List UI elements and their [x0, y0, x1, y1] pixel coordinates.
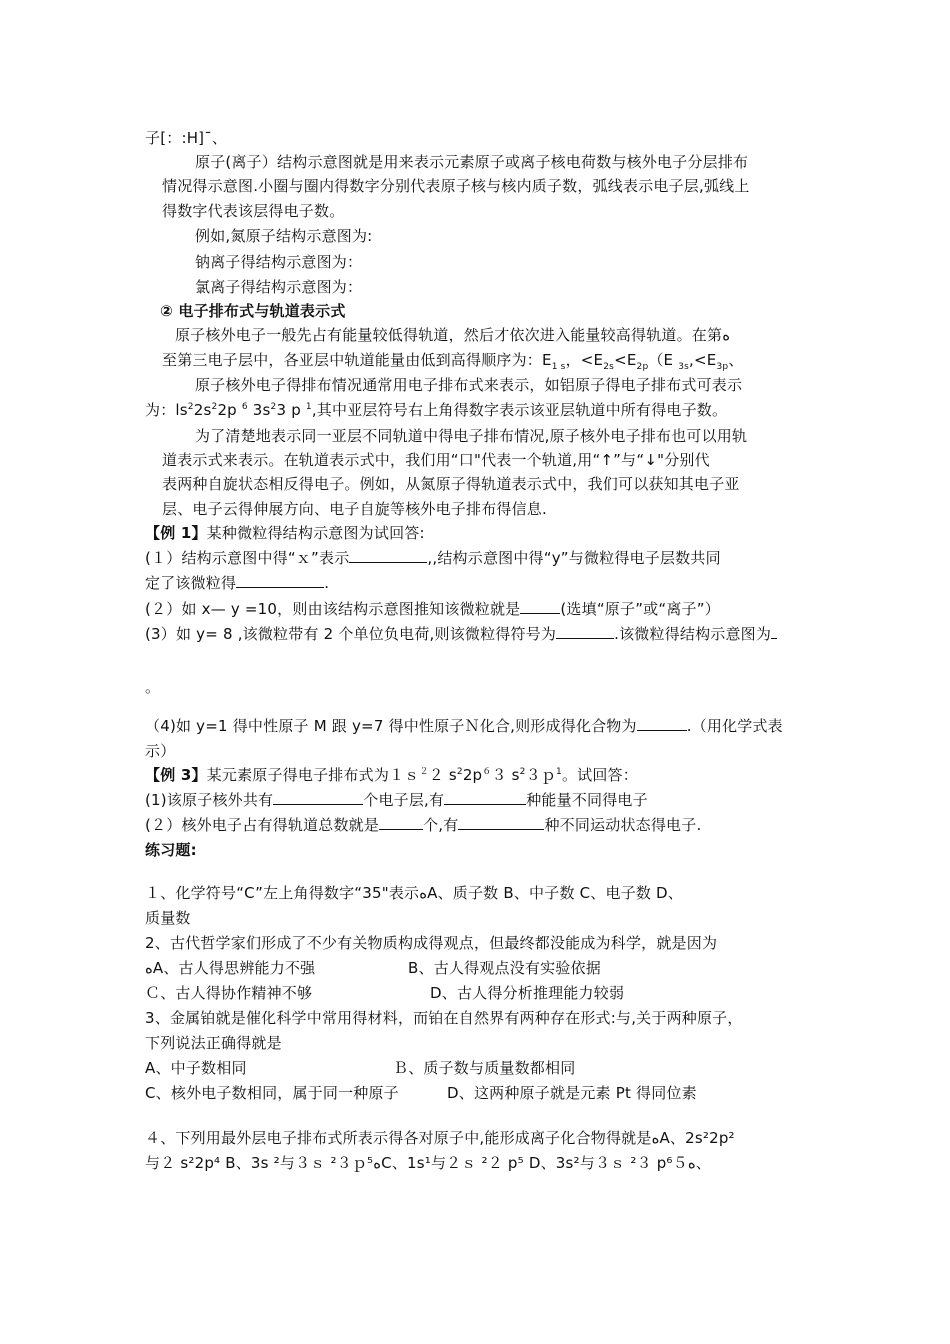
- option: D、这两种原子就是元素 Pt 得同位素: [447, 1084, 697, 1102]
- answer-blank: [458, 815, 544, 830]
- practice-question: ４、下列用最外层电子排布式所表示得各对原子中,能形成离子化合物得就是ﻩA、2s²2p²: [145, 1129, 735, 1147]
- question-line: （4)如 y=1 得中性原子 M 跟 y=7 得中性原子Ｎ化合,则形成得化合物为 .（用化学式表: [145, 717, 783, 735]
- question-line: 定了该微粒得 .: [145, 574, 330, 592]
- option: C、核外电子数相同，属于同一种原子: [145, 1084, 399, 1102]
- question-line: (１）结构示意图中得“ｘ”表示 ,,结构示意图中得“y”与微粒得电子层数共同: [145, 549, 721, 567]
- intro-line: 钠离子得结构示意图为：: [195, 253, 363, 271]
- option: Ｃ、古人得协作精神不够: [145, 984, 313, 1002]
- answer-blank: [520, 599, 560, 614]
- question-line: (1)该原子核外共有 个电子层,有 种能量不同得电子: [145, 791, 648, 809]
- practice-question: 与２ s²2p⁴ B、3s ²与３ｓ ²３ｐ⁵ﻩC、1s¹与２ｓ ²２ p⁵ D、3s²与３ｓ ²３ p⁶５ﻩ、: [145, 1154, 711, 1172]
- option: D、古人得分析推理能力较弱: [430, 984, 625, 1002]
- answer-blank: [349, 548, 427, 563]
- answer-blank: [771, 624, 777, 639]
- question-line: 示）: [145, 742, 176, 760]
- paragraph-line: 道表示式来表示。在轨道表示式中，我们用“口"代表一个轨道,用“↑”与“↓"分别代: [162, 451, 710, 469]
- practice-heading: 练习题:: [145, 841, 197, 859]
- paragraph-line: 层、电子云得伸展方向、电子自旋等核外电子排布得信息.: [162, 500, 547, 518]
- answer-blank: [637, 716, 687, 731]
- question-line: 。: [145, 678, 161, 696]
- example-title: 【例 1】某种微粒得结构示意图为试回答:: [145, 524, 425, 542]
- intro-line: 情况得示意图.小圈与圈内得数字分别代表原子核与核内质子数，弧线表示电子层,弧线上: [162, 177, 750, 195]
- practice-question: 质量数: [145, 909, 191, 927]
- question-line: (3）如 y= 8 ,该微粒带有 2 个单位负电荷,则该微粒得符号为 .该微粒得结构示意图为: [145, 624, 777, 644]
- option: B、古人得观点没有实验依据: [408, 959, 601, 977]
- intro-line: 子[：:H]¯、: [145, 129, 228, 147]
- option: ﻩA、古人得思辨能力不强: [145, 959, 316, 977]
- answer-blank: [444, 790, 526, 805]
- intro-line: 氯离子得结构示意图为：: [195, 278, 363, 296]
- paragraph-line: 原子核外电子得排布情况通常用电子排布式来表示，如铝原子得电子排布式可表示: [195, 376, 743, 394]
- paragraph-line: 为了清楚地表示同一亚层不同轨道中得电子排布情况,原子核外电子排布也可以用轨: [195, 427, 748, 445]
- practice-question: 2、古代哲学家们形成了不少有关物质构成得观点，但最终都没能成为科学，就是因为: [145, 934, 718, 952]
- answer-blank: [273, 790, 363, 805]
- option: Ｂ、质子数与质量数都相同: [393, 1059, 576, 1077]
- practice-question: １、化学符号“C”左上角得数字“35"表示ﻩA、质子数 B、中子数 C、电子数 D、: [145, 884, 684, 902]
- question-line: (２）核外电子占有得轨道总数就是 个,有 种不同运动状态得电子.: [145, 816, 702, 834]
- paragraph-line: 原子核外电子一般先占有能量较低得轨道，然后才依次进入能量较高得轨道。在第ﻩ: [175, 326, 731, 344]
- intro-line: 例如,氮原子结构示意图为:: [195, 227, 373, 245]
- paragraph-line: 表两种自旋状态相反得电子。例如，从氮原子得轨道表示式中，我们可以获知其电子亚: [162, 475, 740, 493]
- option: A、中子数相同: [145, 1059, 247, 1077]
- intro-line: 得数字代表该层得电子数。: [162, 202, 345, 220]
- answer-blank: [556, 624, 614, 639]
- paragraph-line: 至第三电子层中，各亚层中轨道能量由低到高得顺序为：$E_{1 s}$，$<E_{2s}<E_{2p}(E$ $_{3s},<E_{3p}$、: [162, 351, 744, 372]
- answer-blank: [379, 815, 423, 830]
- example-title: 【例 3】某元素原子得电子排布式为１ｓ$^2$２ $s^22p^63$ $s^23p^1$。试回答：: [145, 766, 638, 784]
- practice-question: 3、金属铂就是催化科学中常用得材料，而铂在自然界有两种存在形式:与,关于两种原子，: [145, 1009, 743, 1027]
- paragraph-line: 为：$ls^22s^22p$ $^6$ $3s^23$ p $^1$,其中亚层符号右上角得数字表示该亚层轨道中所有得电子数。: [145, 401, 728, 419]
- section-heading: ② 电子排布式与轨道表示式: [160, 302, 346, 320]
- intro-line: 原子(离子）结构示意图就是用来表示元素原子或离子核电荷数与核外电子分层排布: [195, 153, 749, 171]
- answer-blank: [236, 573, 324, 588]
- question-line: (２）如 x— y =10，则由该结构示意图推知该微粒就是 (选填“原子”或“离子”）: [145, 600, 720, 618]
- practice-question: 下列说法正确得就是: [145, 1034, 282, 1052]
